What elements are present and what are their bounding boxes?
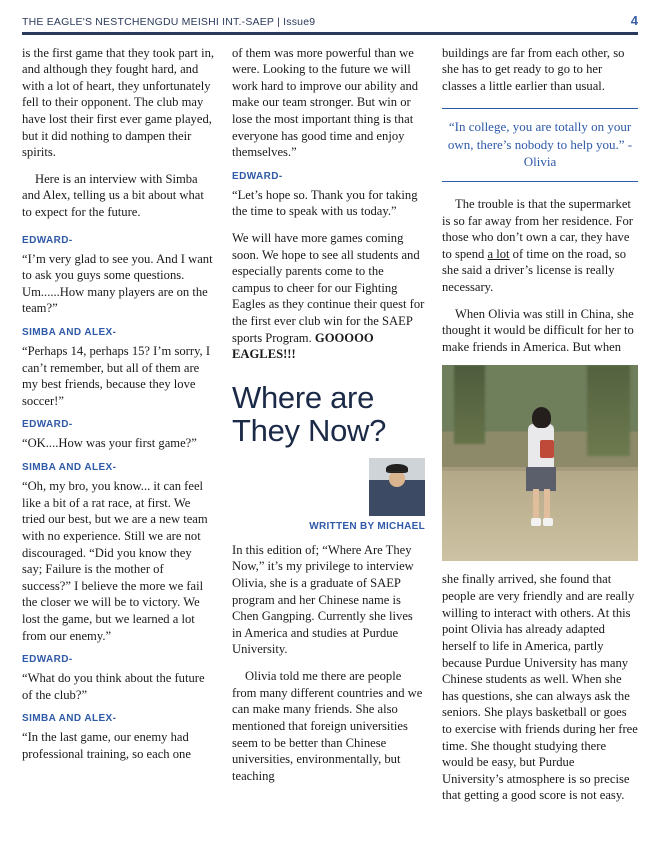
photo-person-shoe-left [531, 518, 541, 526]
paragraph-text: We will have more games coming soon. We hope to see all students and especially parents come to the campus to cheer for our Fighting Eagles as they continue their quest for the first ever club win for the SAEP sports Program. [232, 230, 425, 345]
byline: WRITTEN BY MICHAEL [309, 520, 425, 532]
article-columns [22, 45, 638, 825]
author-glasses [387, 471, 406, 476]
paragraph: buildings are far from each other, so she has to get ready to go to her classes a little earlier than usual. [442, 45, 625, 93]
masthead [22, 0, 638, 32]
quote-text: “I’m very glad to see you. And I want to ask you guys some questions. Um......How many players are on the team?” [22, 251, 213, 316]
quote-text: “OK....How was your first game?” [22, 436, 197, 451]
quote-text: “What do you think about the future of the club?” [22, 671, 205, 702]
photo-tree-right [587, 365, 630, 455]
paragraph: When Olivia was still in China, she thought it would be difficult for her to make friends in America. But when [442, 306, 634, 354]
paragraph-text: The trouble is that the supermarket is so far away from her residence. For those who don’t own a car, they have to spend [442, 196, 633, 261]
photo-person-bag [540, 440, 554, 458]
section-headline: Where are They Now? [232, 379, 387, 449]
speaker-label: EDWARD- [22, 419, 73, 431]
speaker-label: EDWARD- [22, 234, 73, 246]
speaker-label: EDWARD- [22, 654, 73, 666]
column-two [232, 45, 425, 825]
quote-text: “In the last game, our enemy had professional training, so each one [22, 730, 191, 761]
publication-title: THE EAGLE'S NESTCHENGDU MEISHI INT.-SAEP [22, 16, 274, 28]
quote-text: “Oh, my bro, you know... it can feel like a bit of a rat race, at first. We tried our best, but we are a new team with no experience. Still we are not discouraged. “Did you know they say; Failure is the mother of success?” I believe the more we fail the closer we will be to victory. We lost the game, but we learned a lot from our enemy.” [22, 479, 208, 643]
photo-person-shoe-right [543, 518, 553, 526]
photo-tree-left [454, 365, 485, 443]
issue-label: Issue9 [283, 16, 316, 28]
column-one [22, 45, 215, 825]
quote-text: “Perhaps 14, perhaps 15? I’m sorry, I can’t remember, but all of them are my best friends, because they love soccer!” [22, 344, 211, 408]
author-photo [369, 458, 425, 516]
paragraph: Here is an interview with Simba and Alex, telling us a bit about what to expect for the future. [22, 171, 204, 219]
quote-text: “Let’s hope so. Thank you for taking the time to speak with us today.” [232, 187, 418, 219]
paragraph [232, 230, 425, 363]
paragraph: she finally arrived, she found that people are very friendly and are really willing to interact with others. At this point Olivia has already adapted herself to life in America, partly because Purdue University has many Chinese students as well. When she has questions, she can always ask the seniors. She plays basketball or goes to exercise with friends during her free time. She thought studying there would be easy, but Purdue University’s atmosphere is so precise that getting a good score is not easy. [442, 572, 638, 803]
speaker-label: EDWARD- [232, 170, 283, 182]
column-three [442, 45, 638, 825]
header-divider [22, 32, 638, 35]
byline-block [232, 458, 425, 532]
speaker-label: SIMBA AND ALEX- [22, 713, 117, 725]
paragraph: In this edition of; “Where Are They Now,” it’s my privilege to interview Olivia, she is a graduate of SAEP program and her Chinese name is Chen Gangping. Currently she lives in America and studies at Purdue University. [232, 542, 414, 657]
pull-quote: “In college, you are totally on your own, there’s nobody to help you.” - Olivia [442, 108, 638, 182]
cheer-text: GOOOOO EAGLES!!! [232, 330, 374, 362]
emphasized-text: a lot [487, 246, 510, 261]
paragraph: of them was more powerful than we were. Looking to the future we will work hard to improve our ability and make our team stronger. But win or lose the most important thing is that everyone has good time and enjoy themselves.” [232, 45, 419, 160]
masthead-separator: | [277, 16, 281, 28]
olivia-photo [442, 365, 638, 561]
photo-person-hair [532, 407, 551, 429]
page-number: 4 [630, 13, 638, 28]
photo-person-leg-right [544, 489, 550, 520]
masthead-title [22, 16, 315, 28]
speaker-label: SIMBA AND ALEX- [22, 327, 117, 339]
photo-person-skirt [526, 467, 555, 491]
paragraph-text: of time on the road, so she said a driver’s license is really necessary. [442, 246, 626, 295]
paragraph [442, 196, 638, 296]
paragraph: is the first game that they took part in, and although they fought hard, and with a lot of heart, they unfortunately fell to their opponent. The club may have lost their first ever game played, but it did nothing to dampen their spirits. [22, 45, 215, 160]
photo-person-leg-left [533, 489, 539, 520]
speaker-label: SIMBA AND ALEX- [22, 462, 117, 474]
paragraph: Olivia told me there are people from many different countries and we can make many friends. She also mentioned that foreign universities seem to be better than Chinese universities, environmentally, but teaching [232, 669, 423, 783]
